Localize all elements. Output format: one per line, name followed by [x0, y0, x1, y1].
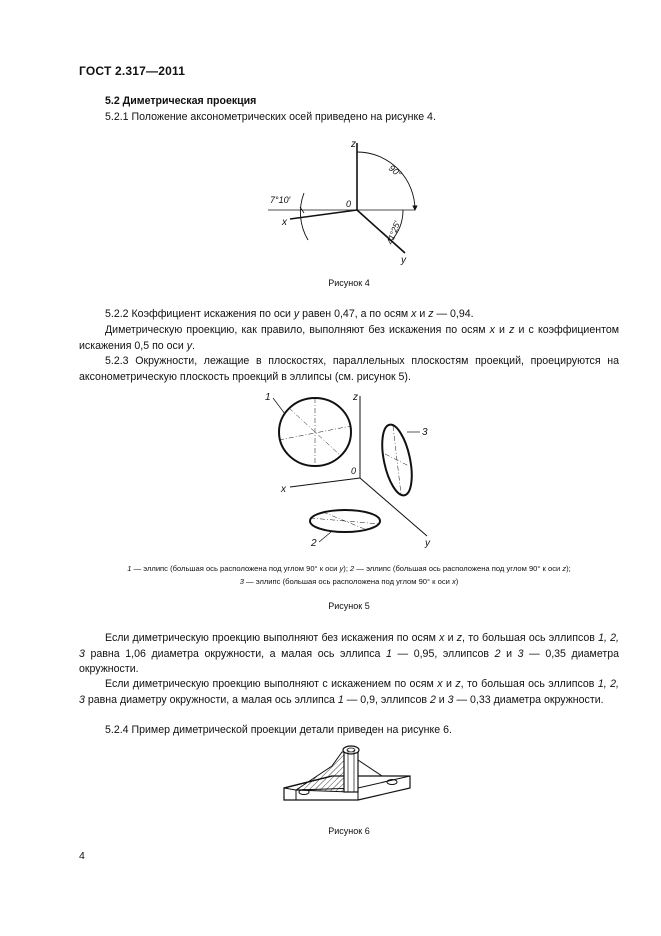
figure-6-part [270, 738, 420, 808]
figure-4-axes [260, 135, 420, 265]
fig5-x-axis [290, 478, 360, 487]
fig5-label-3: 3 [422, 427, 428, 438]
fig5-label-y: y [425, 538, 430, 548]
document-header: ГОСТ 2.317—2011 [79, 64, 186, 78]
figure-5-caption: Рисунок 5 [328, 601, 370, 611]
fig4-angle-90: 90° [386, 162, 404, 180]
fig4-label-z: z [351, 139, 356, 150]
section-hatch [296, 752, 350, 792]
fig5-label-z: z [353, 392, 358, 403]
boss [344, 750, 358, 792]
paragraph-5-2-2-b: Диметрическую проекцию, как правило, выполняют без искажения по осям x и z и с коэффициентом искажения 0,5 по оси y. [79, 324, 620, 352]
fig4-angle-41: 41°25′ [384, 219, 403, 246]
fig4-label-y: y [401, 255, 406, 265]
figure-6-caption: Рисунок 6 [328, 826, 370, 836]
arc-90 [357, 152, 415, 210]
paragraph-distortion-with: Если диметрическую проекцию выполняют с искажением по осям x и z, то большая ось эллипсов 1, 2, 3 равна диаметру окружности, а малая ось эллипса 1 — 0,9, эллипсов 2 и 3 — 0,33 диаметра окружности. [79, 678, 619, 706]
page-number: 4 [79, 850, 85, 862]
paragraph-distortion-none: Если диметрическую проекцию выполняют без искажения по осям x и z, то большая ось эллипсов 1, 2, 3 равна 1,06 диаметра окружности, а малая ось эллипса 1 — 0,95, эллипсов 2 и 3 — 0,35 диаметра окружности. [79, 632, 619, 675]
fig5-label-origin: 0 [351, 466, 357, 476]
figure-5-legend: 1 — эллипс (большая ось расположена под углом 90° к оси y); 2 — эллипс (большая ось расположена под углом 90° к оси z); 3 — эллипс (большая ось расположена под углом 90° к оси x) [127, 564, 571, 586]
paragraph-5-2-2-a: 5.2.2 Коэффициент искажения по оси y равен 0,47, а по осям x и z — 0,94. [105, 308, 474, 320]
paragraph-5-2-1: 5.2.1 Положение аксонометрических осей приведено на рисунке 4. [105, 111, 436, 123]
fig5-label-2: 2 [311, 538, 317, 548]
section-title: 5.2 Диметрическая проекция [105, 95, 257, 107]
figure-5-ellipses [255, 388, 445, 548]
figure-4-caption: Рисунок 4 [328, 278, 370, 288]
fig5-label-x: x [281, 484, 286, 495]
fig4-angle-7: 7°10′ [270, 195, 291, 205]
fig4-label-origin: 0 [346, 199, 352, 209]
paragraph-5-2-3: 5.2.3 Окружности, лежащие в плоскостях, параллельных плоскостям проекций, проецируются на аксонометрическую плоскость проекций в эллипсы (см. рисунок 5). [79, 355, 619, 383]
paragraph-5-2-4: 5.2.4 Пример диметрической проекции детали приведен на рисунке 6. [105, 724, 452, 736]
fig5-label-1: 1 [265, 392, 271, 403]
fig4-label-x: x [282, 217, 287, 228]
